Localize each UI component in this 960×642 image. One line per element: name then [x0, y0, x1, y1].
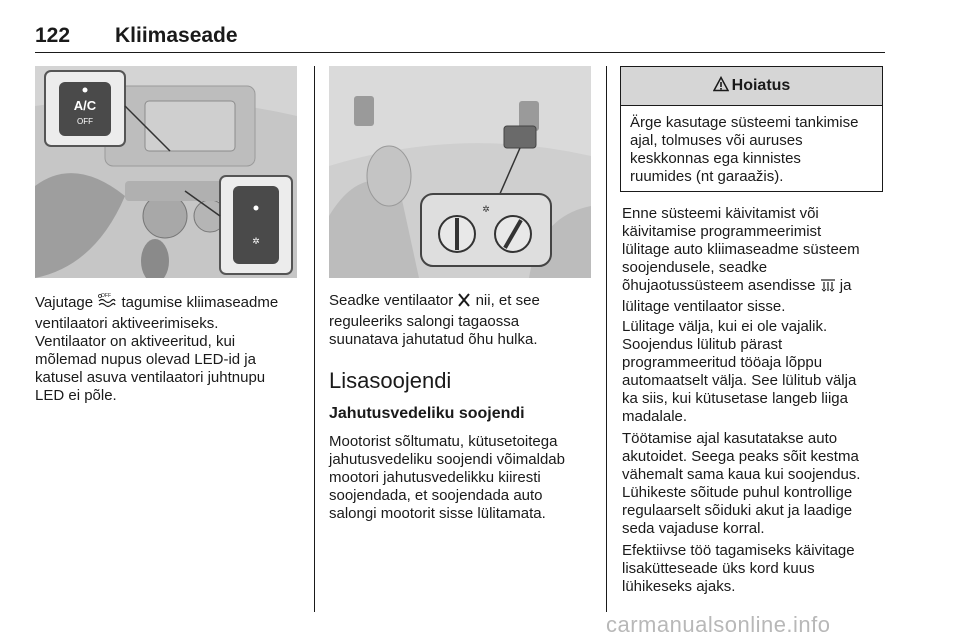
warning-icon	[713, 76, 729, 97]
col3-paragraph-2	[622, 318, 887, 426]
col3-line: madalale.	[622, 408, 688, 425]
col3-line: programmeeritud tööaja lõppu	[622, 354, 823, 371]
col1-paragraph	[35, 292, 305, 405]
col3-line: akutoidet. Seega peaks sõit kestma	[622, 448, 859, 465]
warning-box	[620, 66, 883, 192]
col3-line: ka siis, kui kütusetase langeb liiga	[622, 390, 848, 407]
col3-line: Soojendus lülitub pärast	[622, 336, 783, 353]
col1-line: Ventilaator on aktiveeritud, kui	[35, 333, 236, 350]
roof-fan-figure	[329, 66, 591, 278]
col2-line: mootori jahutusvedelikku kiiresti	[329, 469, 541, 486]
col2-line: soojendada, et soojendada auto	[329, 487, 543, 504]
col1-line: mõlemad nupus olevad LED-id ja	[35, 351, 256, 368]
warning-body	[621, 106, 882, 186]
col2-para1-text-pre: Seadke ventilaator	[329, 292, 458, 309]
col3-line: vähemalt sama kaua kui soojendus.	[622, 466, 861, 483]
col3-line: lisakütteseade üks kord kuus	[622, 560, 815, 577]
col2-line: reguleeriks salongi tagaossa	[329, 313, 520, 330]
col2-line: Mootorist sõltumatu, kütusetoitega	[329, 433, 558, 450]
subheading-jahutusvedeliku: Jahutusvedeliku soojendi	[329, 405, 525, 422]
col1-line: LED ei põle.	[35, 387, 117, 404]
rear-ac-icon	[97, 292, 117, 315]
col3-line: seda vajaduse korral.	[622, 520, 765, 537]
col3-line: Lühikeste sõitude puhul kontrollige	[622, 484, 853, 501]
warning-line: ajal, tolmuses või auruses	[630, 132, 803, 149]
col3-line: automaatselt välja. See lülitub välja	[622, 372, 857, 389]
section-title: Kliimaseade	[115, 24, 238, 47]
col1-line: ventilaatori aktiveerimiseks.	[35, 315, 219, 332]
col2-paragraph-1	[329, 292, 599, 349]
watermark: carmanualsonline.info	[606, 612, 831, 637]
column-divider-2	[606, 66, 607, 612]
svg-text:✲: ✲	[482, 204, 490, 214]
warning-line: keskkonnas ega kinnistes	[630, 150, 801, 167]
col3-line: lühikeseks ajaks.	[622, 578, 736, 595]
col1-line: katusel asuva ventilaatori juhtnupu	[35, 369, 266, 386]
fan-icon	[457, 292, 471, 313]
col2-line: jahutusvedeliku soojendi võimaldab	[329, 451, 565, 468]
floor-vent-icon	[820, 277, 836, 298]
svg-text:OFF: OFF	[101, 293, 112, 299]
col3-icon-line-pre: õhujaotussüsteem asendisse	[622, 277, 820, 294]
col3-line: Enne süsteemi käivitamist või	[622, 205, 819, 222]
col2-paragraph-2	[329, 433, 599, 523]
col3-line: käivitamise programmeerimist	[622, 223, 822, 240]
page-number: 122	[35, 24, 71, 47]
col2-line: salongi mootorit sisse lülitamata.	[329, 505, 546, 522]
col3-line: Töötamise ajal kasutatakse auto	[622, 430, 838, 447]
dashboard-ac-figure	[35, 66, 297, 278]
warning-line: ruumides (nt garaažis).	[630, 168, 784, 185]
col3-icon-line-post: ja	[835, 277, 852, 294]
col3-line: lülitage ventilaator sisse.	[622, 298, 786, 315]
col1-para1-text-pre: Vajutage	[35, 294, 98, 311]
col3-paragraph-3	[622, 430, 887, 538]
col3-line: soojendusele, seadke	[622, 259, 768, 276]
ac-button-label: A/C	[73, 98, 97, 113]
warning-line: Ärge kasutage süsteemi tankimise	[630, 114, 859, 131]
col3-line: Efektiivse töö tagamiseks käivitage	[622, 542, 855, 559]
col3-line: regulaarselt sõiduki akut ja laadige	[622, 502, 853, 519]
column-divider-1	[314, 66, 315, 612]
heading-lisasoojendi: Lisasoojendi	[329, 368, 452, 393]
col2-para1-text-post: nii, et see	[471, 292, 540, 309]
page-header	[35, 22, 885, 53]
col3-line: lülitage auto kliimaseadme süsteem	[622, 241, 860, 258]
col3-paragraph-4	[622, 542, 887, 596]
warning-title: Hoiatus	[731, 77, 791, 94]
col2-line: suunatava jahutatud õhu hulka.	[329, 331, 538, 348]
col3-paragraph-1	[622, 205, 887, 316]
col1-para1-text-post: tagumise kliimaseadme	[117, 294, 279, 311]
warning-header	[621, 67, 882, 106]
col3-line: Lülitage välja, kui ei ole vajalik.	[622, 318, 828, 335]
ac-off-label: OFF	[77, 117, 93, 126]
svg-text:✲: ✲	[252, 236, 260, 246]
